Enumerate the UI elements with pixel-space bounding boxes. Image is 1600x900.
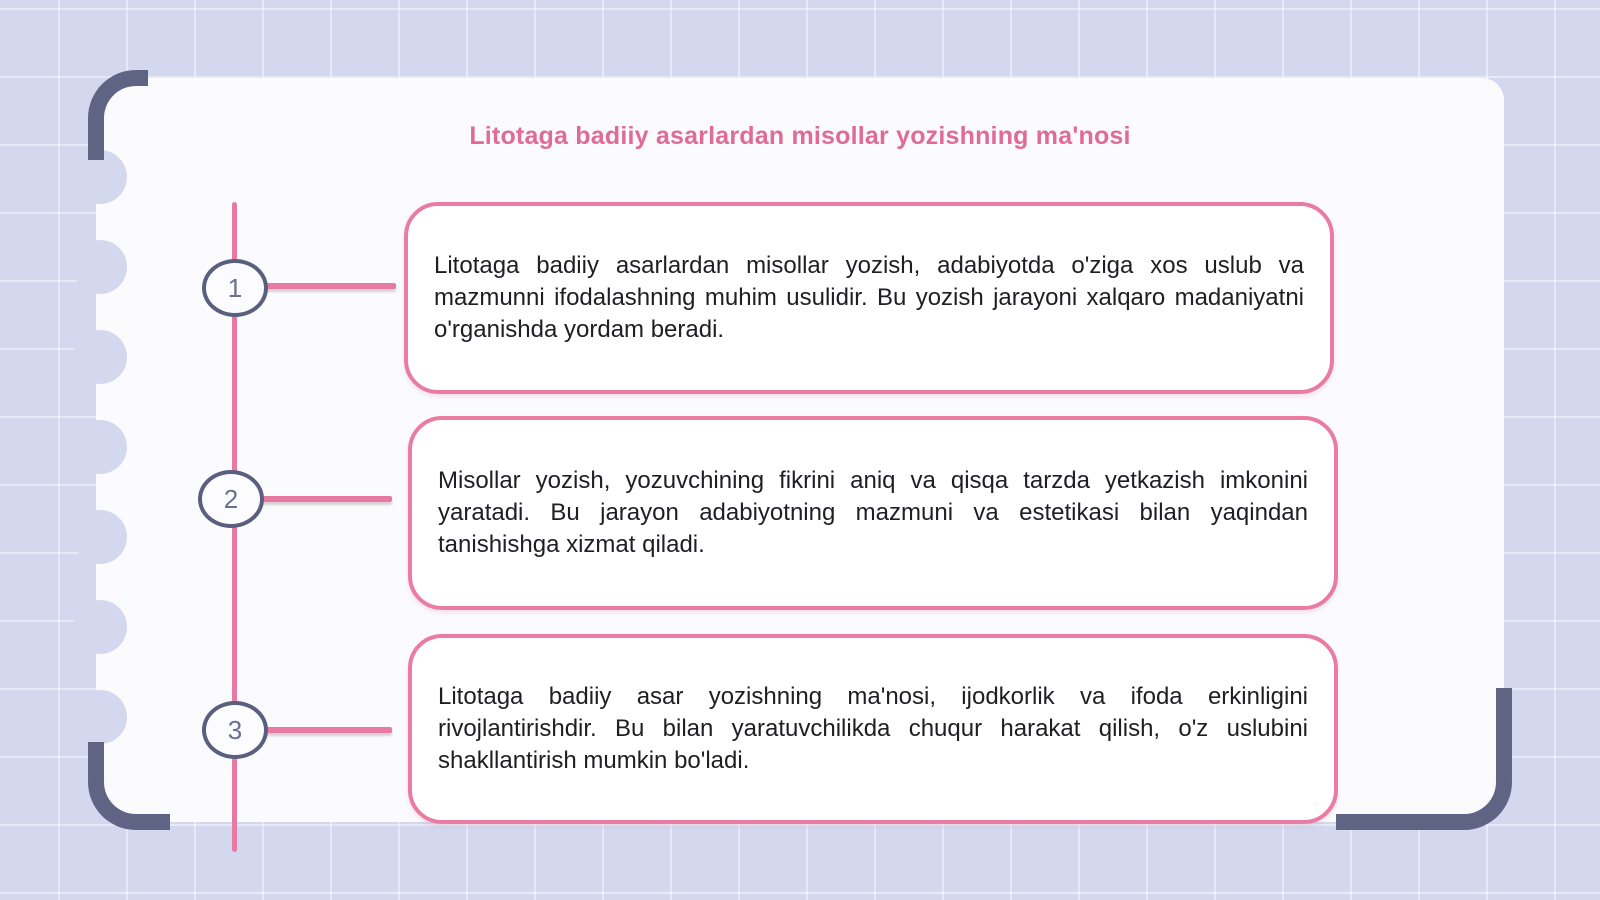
step-text: Litotaga badiiy asar yozishning ma'nosi, ijodkorlik va ifoda erkinligini rivojlantirishdir. Bu bilan yaratuvchilikda chuqur harakat qilish, o'z uslubini shakllantirish mumkin bo'ladi. [438,683,1308,774]
step-connector [262,727,392,733]
step-number-badge: 2 [198,470,264,528]
step-text: Litotaga badiiy asarlardan misollar yozish, adabiyotda o'ziga xos uslub va mazmunni ifodalashning muhim usulidir. Bu yozish jarayoni xalqaro madaniyatni o'rganishda yordam beradi. [434,252,1304,343]
notebook-hole [73,510,127,564]
step-card [404,202,1334,394]
notebook-hole [73,330,127,384]
notebook-hole [73,690,127,744]
notebook-hole [73,240,127,294]
corner-bracket-bottom-right [1336,688,1512,830]
notebook-hole [73,600,127,654]
step-card [408,634,1338,824]
step-text: Misollar yozish, yozuvchining fikrini aniq va qisqa tarzda yetkazish imkonini yaratadi. Bu jarayon adabiyotning mazmuni va estetikasi bilan yaqindan tanishishga xizmat qiladi. [438,467,1308,558]
step-number-badge: 3 [202,701,268,759]
notebook-hole [73,420,127,474]
step-connector [258,496,392,502]
corner-bracket-bottom-left [88,742,170,830]
corner-bracket-top-left [88,70,148,160]
step-number-badge: 1 [202,259,268,317]
slide-title: Litotaga badiiy asarlardan misollar yozishning ma'nosi [469,122,1131,150]
step-connector [262,283,396,289]
step-card [408,416,1338,610]
